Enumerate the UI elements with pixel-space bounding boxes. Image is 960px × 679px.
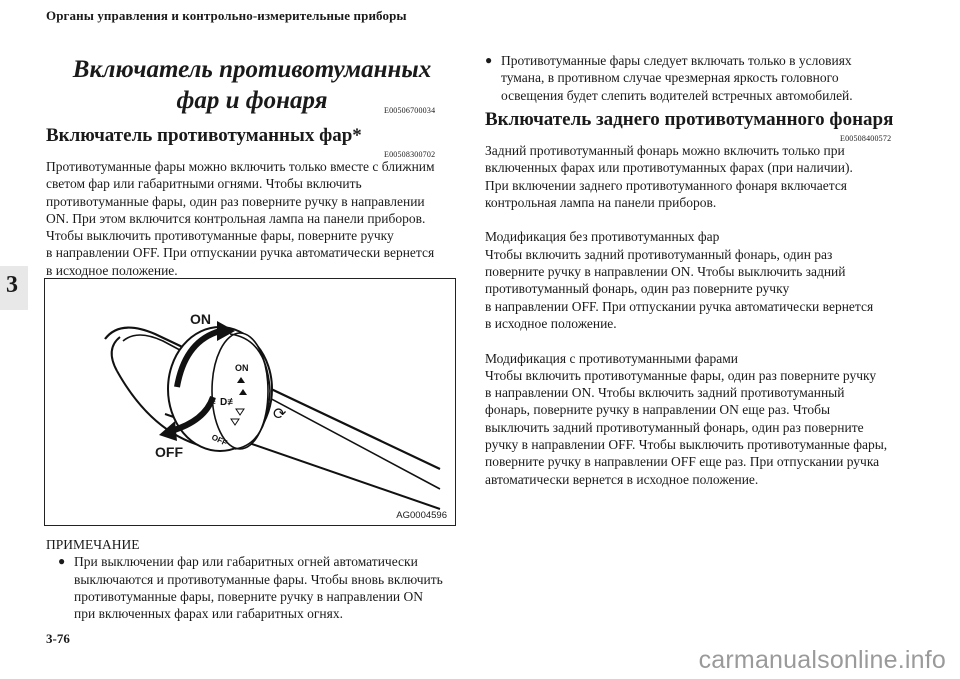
body-line: ручку в направлении OFF. Чтобы выключить противотуманные фары, [485,437,888,453]
running-header: Органы управления и контрольно-измерительные приборы [46,8,407,23]
rear-fog-code: E00508400572 [840,134,892,143]
page-number: 3-76 [46,631,70,646]
body-line: Противотуманные фары следует включать только в условиях [501,53,852,68]
front-fog-body [46,158,435,279]
body-line: в направлении ON. Чтобы включить задний противотуманный [485,385,845,401]
body-line: контрольная лампа на панели приборов. [485,194,717,210]
body-line: противотуманные фары, поверните ручку в направлении ON [74,588,424,604]
switch-illustration [44,278,456,526]
body-line: фонарь, поверните ручку в направлении ON еще раз. Чтобы [485,402,831,418]
note-block [46,536,443,622]
note-bullet [58,553,443,622]
body-line: поверните ручку в направлении OFF еще раз. При отпускании ручка [485,454,880,470]
rear-fog-heading: Включатель заднего противотуманного фонаря [485,109,894,130]
body-line: При включении заднего противотуманного фонаря включается [485,177,848,193]
front-fog-code: E00508300702 [384,150,436,159]
body-line: в направлении OFF. При отпускании ручка автоматически вернется [485,298,874,314]
svg-text:≢D≢: ≢D≢ [210,397,238,408]
body-line: Задний противотуманный фонарь можно включить только при [485,143,845,158]
body-line: светом фар или габаритными огнями. Чтобы включить [46,176,362,192]
body-line: в направлении OFF. При отпускании ручка автоматически вернется [46,245,435,261]
body-line: включенных фарах или противотуманных фарах (при наличии). [485,160,853,176]
body-line: в исходное положение. [46,262,178,278]
combination-switch-drawing [45,279,455,525]
body-line: в исходное положение. [485,315,617,331]
body-line: ON. При этом включится контрольная лампа на панели приборов. [46,210,426,226]
svg-text:OFF: OFF [210,432,229,448]
note-heading: ПРИМЕЧАНИЕ [46,537,140,552]
body-line: противотуманный фонарь, один раз поверните ручку [485,281,790,297]
body-line: Чтобы включить противотуманные фары, один раз поверните ручку [485,367,877,383]
figure-code: AG0004596 [396,510,447,521]
figure-label-on: ON [190,311,211,327]
bullet-icon: ● [485,53,493,67]
knob-on-text: ON [235,363,249,373]
body-line: противотуманные фары, один раз поверните ручку в направлении [46,193,425,209]
body-line: тумана, в противном случае чрезмерная яркость головного [501,70,839,86]
chapter-number: 3 [6,272,18,298]
body-line: выключаются и противотуманные фары. Чтобы вновь включить [74,571,443,587]
bullet-icon: ● [58,554,66,569]
svg-text:⟳: ⟳ [273,404,287,423]
caution-bullet [485,52,853,104]
body-line: Модификация с противотуманными фарами [485,350,739,366]
body-line: Чтобы включить задний противотуманный фонарь, один раз [485,246,833,262]
body-line: освещения будет слепить водителей встречных автомобилей. [501,87,853,103]
body-line: Чтобы выключить противотуманные фары, поверните ручку [46,228,394,244]
rear-fog-body [485,142,887,488]
section-title-line-2: фар и фонаря [176,87,328,114]
body-line: выключить задний противотуманный фонарь, один раз поверните [485,419,864,435]
section-code: E00506700034 [384,106,436,115]
body-line: При выключении фар или габаритных огней автоматически [74,554,418,570]
section-title-line-1: Включатель противотуманных [72,56,432,83]
front-fog-heading: Включатель противотуманных фар* [46,125,362,146]
body-line: автоматически вернется в исходное положение. [485,471,759,487]
figure-label-off: OFF [155,444,183,460]
body-line: Противотуманные фары можно включить только вместе с ближним [46,159,435,174]
body-line: Модификация без противотуманных фар [485,229,720,245]
body-line: поверните ручку в направлении ON. Чтобы выключить задний [485,264,846,280]
body-line: при включенных фарах или габаритных огнях. [74,606,343,622]
watermark: carmanualsonline.info [698,646,946,674]
